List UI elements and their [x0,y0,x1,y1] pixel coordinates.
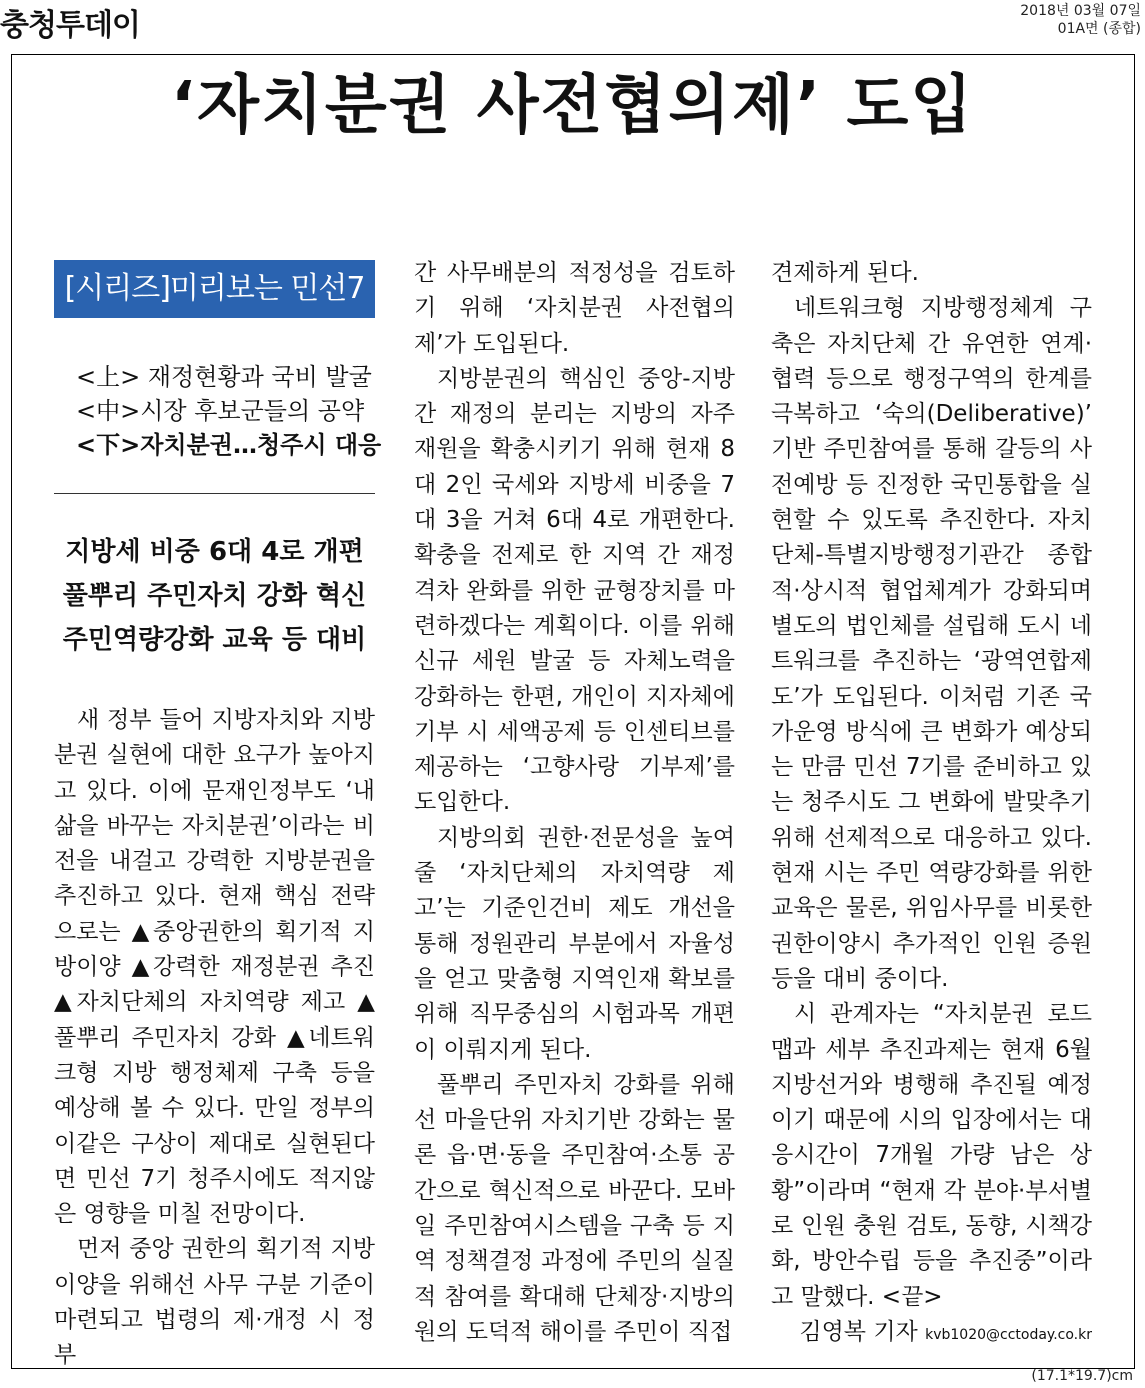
body-column-3 [771,256,1092,1353]
series-part-2: <中>시장 후보군들의 공약 [76,397,365,425]
body-column-1 [54,703,375,1374]
paragraph: 풀뿌리 주민자치 강화를 위해선 마을단위 자치기반 강화는 물론 읍·면·동을 주민참여·소통 공간으로 혁신적으로 바꾼다. 모바일 주민참여시스템을 구축 등 지역 정책결정 과정에 주민의 실질적 참여를 확대해 단체장·지방의원의 도덕적 해이를 주민이 직접 [414,1071,735,1345]
paragraph: 견제하게 된다. [771,260,919,286]
paragraph: 지방분권의 핵심인 중앙-지방간 재정의 분리는 지방의 자주 재원을 확충시키기 위해 현재 8대 2인 국세와 지방세 비중을 7대 3을 거쳐 6대 4로 개편한다. 확충을 전제로 한 지역 간 재정격차 완화를 위한 균형장치를 마련하겠다는 계획이다. 이를 위해 신규 세원 발굴 등 자체노력을 강화하는 한편, 개인이 지자체에 기부 시 세액공제 등 인센티브를 제공하는 ‘고향사랑 기부제’를 도입한다. [414,365,735,816]
series-contents [76,360,382,462]
article-headline: ‘자치분권 사전협의제’ 도입 [170,69,975,143]
masthead [0,0,1145,52]
subheadings [54,530,375,662]
paragraph: 간 사무배분의 적정성을 검토하기 위해 ‘자치분권 사전협의제’가 도입된다. [414,260,735,357]
series-part-3: <下>자치분권…청주시 대응 [76,431,382,459]
divider [54,493,375,494]
paragraph: 시 관계자는 “자치분권 로드맵과 세부 추진과제는 현재 6월 지방선거와 병행해 추진될 예정이기 때문에 시의 입장에서는 대응시간이 7개월 가량 남은 상황”이라며 “현재 각 분야·부서별로 인원 충원 검토, 동향, 시책강화, 방안수립 등을 추진중”이라고 말했다. <끝> [771,1001,1092,1310]
reporter-email: kvb1020@cctoday.co.kr [925,1326,1092,1343]
body-column-2 [414,256,735,1350]
subheading-3: 주민역량강화 교육 등 대비 [62,625,367,655]
series-part-1: <上> 재정현황과 국비 발굴 [76,363,372,391]
paragraph: 새 정부 들어 지방자치와 지방분권 실현에 대한 요구가 높아지고 있다. 이에 문재인정부도 ‘내 삶을 바꾸는 자치분권’이라는 비전을 내걸고 강력한 지방분권을 추진하고 있다. 현재 핵심 전략으로는 ▲중앙권한의 획기적 지방이양 ▲강력한 재정분권 추진 ▲자치단체의 자치역량 제고 ▲풀뿌리 주민자치 강화 ▲네트워크형 지방 행정체제 구축 등을 예상해 볼 수 있다. 만일 정부의 이같은 구상이 제대로 실현된다면 민선 7기 청주시에도 적지않은 영향을 미칠 전망이다. [54,707,375,1228]
subheading-1: 지방세 비중 6대 4로 개편 [65,537,364,567]
series-banner: [시리즈]미리보는 민선7기 [54,260,375,318]
subheading-2: 풀뿌리 주민자치 강화 혁신 [62,581,367,611]
reporter-name: 김영복 기자 [799,1318,918,1345]
byline [771,1315,1092,1353]
newspaper-logo: 충청투데이 [0,8,140,43]
paragraph: 네트워크형 지방행정체계 구축은 자치단체 간 유연한 연계·협력 등으로 행정구역의 한계를 극복하고 ‘숙의(Deliberative)’ 기반 주민참여를 통해 갈등의 사전예방 등 진정한 국민통합을 실현할 수 있도록 추진한다. 자치단체-특별지방행정기관간 종합적·상시적 협업체계가 강화되며 별도의 법인체를 설립해 도시 네트워크를 추진하는 ‘광역연합제도’가 도입된다. 이처럼 기존 국가운영 방식에 큰 변화가 예상되는 만큼 민선 7기를 준비하고 있는 청주시도 그 변화에 발맞추기 위해 선제적으로 대응하고 있다. 현재 시는 주민 역량강화를 위한 교육은 물론, 위임사무를 비롯한 권한이양시 추가적인 인원 증원 등을 대비 중이다. [771,295,1092,992]
article-size: (17.1*19.7)cm [1031,1368,1133,1384]
page-section: 01A면 (종합) [1057,21,1141,37]
edition-info [1020,2,1141,38]
publication-date: 2018년 03월 07일 [1020,3,1141,19]
paragraph: 지방의회 권한·전문성을 높여줄 ‘자치단체의 자치역량 제고’는 기준인건비 제도 개선을 통해 정원관리 부분에서 자율성을 얻고 맞춤형 지역인재 확보를 위해 직무중심의 시험과목 개편이 이뤄지게 된다. [414,824,735,1063]
paragraph: 먼저 중앙 권한의 획기적 지방이양을 위해선 사무 구분 기준이 마련되고 법령의 제·개정 시 정부 [54,1236,375,1369]
